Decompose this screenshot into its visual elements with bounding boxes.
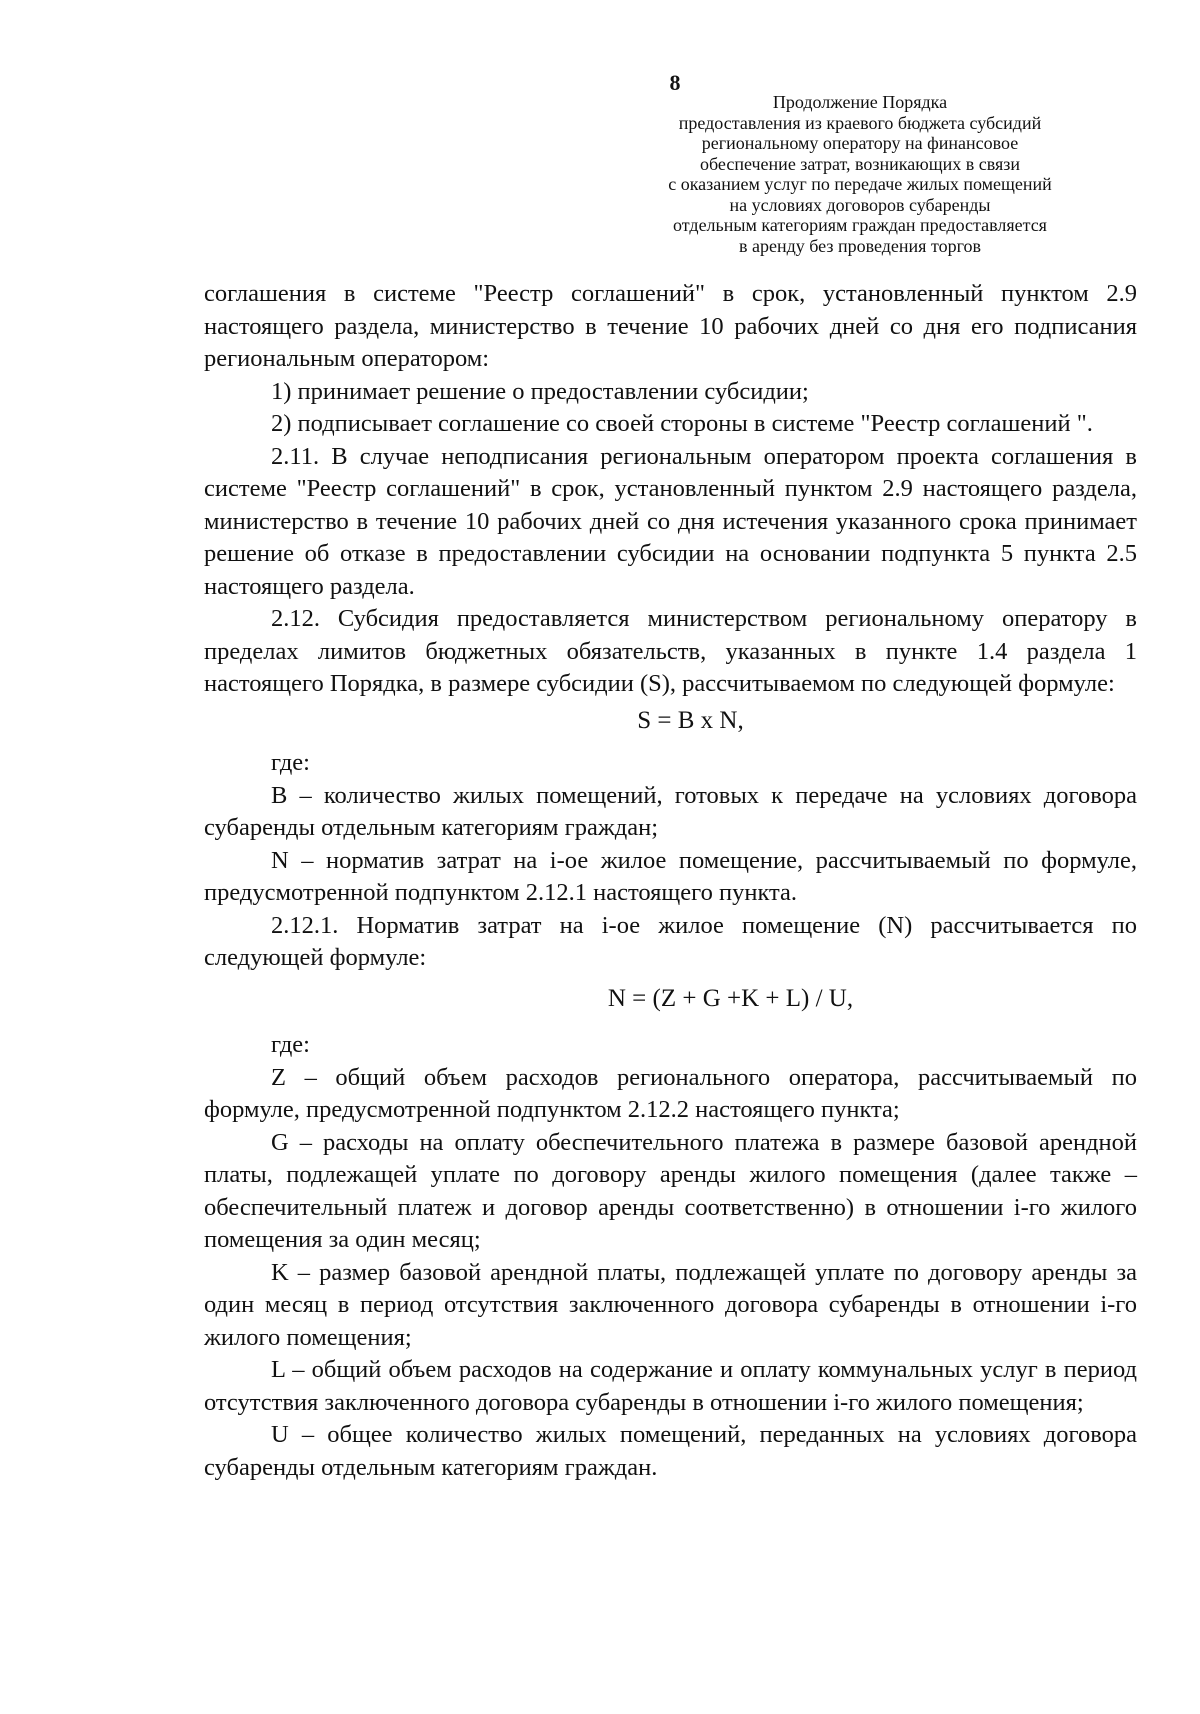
paragraph-agreement-continuation: соглашения в системе "Реестр соглашений" в срок, установленный пунктом 2.9 настоящего раздела, министерство в течение 10 рабочих дней со дня его подписания региональным оператором: xyxy=(204,280,1137,372)
header-line: на условиях договоров субаренды xyxy=(729,194,991,215)
where-label: где: xyxy=(271,1031,310,1058)
header-line: в аренду без проведения торгов xyxy=(738,235,982,256)
header-line: региональному оператору на финансовое xyxy=(701,133,1019,153)
header-line: с оказанием услуг по передаче жилых помещений xyxy=(668,174,1052,194)
list-item-signature: 2) подписывает соглашение со своей стороны в системе "Реестр соглашений ". xyxy=(271,410,1093,437)
paragraph-2-12-1: 2.12.1. Норматив затрат на i-ое жилое помещение (N) рассчитывается по следующей формуле: xyxy=(204,911,1137,971)
definition-g: G – расходы на оплату обеспечительного платежа в размере базовой арендной платы, подлежащей уплате по договору аренды жилого помещения (далее также – обеспечительный платеж и договор аренды соответственно) в отношении i-го жилого помещения за один месяц; xyxy=(204,1128,1137,1253)
list-item-decision: 1) принимает решение о предоставлении субсидии; xyxy=(271,377,809,405)
document-body xyxy=(204,278,1137,1484)
document-header xyxy=(600,92,1120,256)
definition-u: U – общее количество жилых помещений, переданных на условиях договора субаренды отдельным категориям граждан. xyxy=(204,1421,1137,1481)
header-line: Продолжение Порядка xyxy=(772,92,948,112)
definition-l: L – общий объем расходов на содержание и оплату коммунальных услуг в период отсутствия заключенного договора субаренды в отношении i-го жилого помещения; xyxy=(204,1356,1137,1416)
definition-b: B – количество жилых помещений, готовых к передаче на условиях договора субаренды отдельным категориям граждан; xyxy=(204,781,1137,841)
formula-subsidy: S = B x N, xyxy=(637,706,744,734)
paragraph-2-11: 2.11. В случае неподписания региональным оператором проекта соглашения в системе "Реестр соглашений" в срок, установленный пунктом 2.9 настоящего раздела, министерство в течение 10 рабочих дней со дня истечения указанного срока принимает решение об отказе в предоставлении субсидии на основании подпункта 5 пункта 2.5 настоящего раздела. xyxy=(204,442,1137,600)
definition-z: Z – общий объем расходов регионального оператора, рассчитываемый по формуле, предусмотренной подпунктом 2.12.2 настоящего пункта; xyxy=(204,1063,1137,1123)
definition-n: N – норматив затрат на i-ое жилое помещение, рассчитываемый по формуле, предусмотренной подпунктом 2.12.1 настоящего пункта. xyxy=(204,846,1137,906)
where-label: где: xyxy=(271,749,310,776)
header-line: отдельным категориям граждан предоставляется xyxy=(673,215,1047,235)
header-line: обеспечение затрат, возникающих в связи xyxy=(699,153,1020,174)
page-number: 8 xyxy=(669,70,681,95)
formula-norm: N = (Z + G +K + L) / U, xyxy=(607,984,854,1012)
header-line: предоставления из краевого бюджета субсидий xyxy=(678,112,1042,133)
paragraph-2-12: 2.12. Субсидия предоставляется министерством региональному оператору в пределах лимитов бюджетных обязательств, указанных в пункте 1.4 раздела 1 настоящего Порядка, в размере субсидии (S), рассчитываемом по следующей формуле: xyxy=(204,605,1137,697)
definition-k: K – размер базовой арендной платы, подлежащей уплате по договору аренды за один месяц в период отсутствия заключенного договора субаренды в отношении i-го жилого помещения; xyxy=(204,1258,1137,1351)
